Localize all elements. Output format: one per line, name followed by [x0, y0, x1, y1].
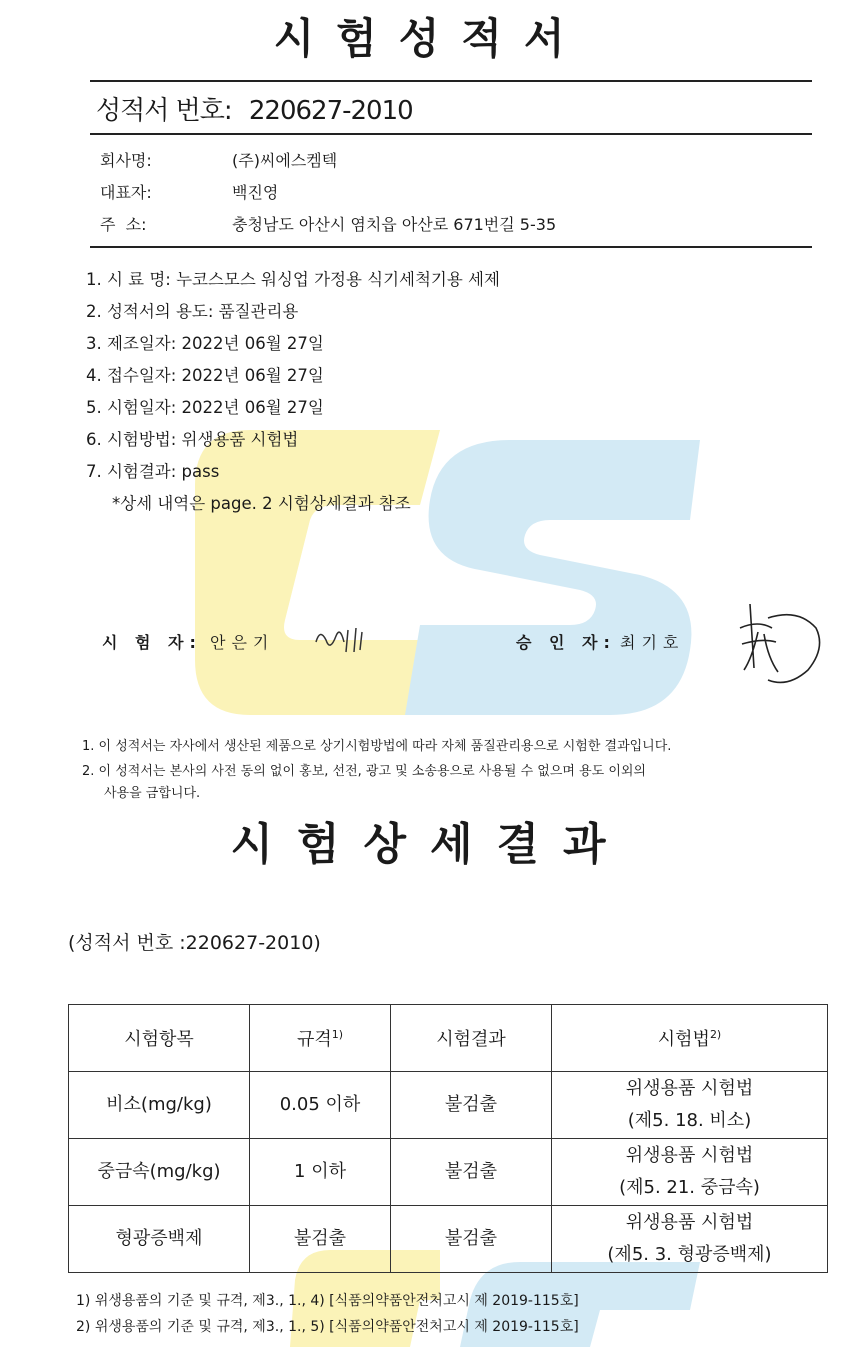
- cert-number-line: [96, 90, 413, 127]
- cell-item: 형광증백제: [69, 1206, 250, 1273]
- footnote: 1) 위생용품의 기준 및 규격, 제3., 1., 4) [식품의약품안전처고시 제 2019-115호]: [76, 1293, 579, 1309]
- note-line: 사용을 금합니다.: [104, 786, 201, 801]
- cell-method: 위생용품 시험법 (제5. 18. 비소): [552, 1072, 828, 1139]
- cell-result: 불검출: [391, 1206, 552, 1273]
- header-spec: 규격$^{1)}$: [250, 1005, 391, 1072]
- list-item: 2. 성적서의 용도: 품질관리용: [86, 302, 299, 321]
- header-result: 시험결과: [391, 1005, 552, 1072]
- header-method: 시험법$^{2)}$: [552, 1005, 828, 1072]
- cell-method: 위생용품 시험법 (제5. 3. 형광증백제): [552, 1206, 828, 1273]
- results-table: [68, 1004, 828, 1273]
- cell-item: 중금속(mg/kg): [69, 1139, 250, 1206]
- cell-item: 비소(mg/kg): [69, 1072, 250, 1139]
- note-line: 1. 이 성적서는 자사에서 생산된 제품으로 상기시험방법에 따라 자체 품질관리용으로 시험한 결과입니다.: [82, 739, 672, 754]
- company-name-label: 회사명:: [100, 151, 152, 170]
- table-row: [69, 1139, 828, 1206]
- company-name: (주)씨에스켐텍: [232, 151, 338, 170]
- cert-number-label: 성적서 번호:: [96, 96, 232, 126]
- footnote-ref-1: 1): [331, 1028, 344, 1041]
- tester-name: 안은기: [210, 633, 275, 652]
- list-item: 6. 시험방법: 위생용품 시험법: [86, 430, 299, 449]
- table-row: [69, 1206, 828, 1273]
- ceo-name: 백진영: [232, 183, 279, 202]
- list-item: 4. 접수일자: 2022년 06월 27일: [86, 366, 324, 385]
- detail-cert-number: (성적서 번호 :220627-2010): [68, 932, 321, 954]
- list-item: 7. 시험결과: pass: [86, 462, 220, 481]
- cell-result: 불검출: [391, 1072, 552, 1139]
- approver-signature: [728, 598, 828, 694]
- cell-method: 위생용품 시험법 (제5. 21. 중금속): [552, 1139, 828, 1206]
- cert-divider: [90, 133, 812, 135]
- info-divider: [90, 246, 812, 248]
- cert-number: 220627-2010: [248, 96, 413, 126]
- footnote: 2) 위생용품의 기준 및 규격, 제3., 1., 5) [식품의약품안전처고시 제 2019-115호]: [76, 1319, 579, 1335]
- ceo-label: 대표자:: [100, 183, 152, 202]
- table-row: [69, 1072, 828, 1139]
- cell-result: 불검출: [391, 1139, 552, 1206]
- top-divider: [90, 80, 812, 82]
- table-header-row: [69, 1005, 828, 1072]
- list-item: 1. 시 료 명: 누코스모스 워싱업 가정용 식기세척기용 세제: [86, 270, 500, 289]
- approver-label: 승 인 자:: [516, 633, 616, 652]
- cell-spec: 불검출: [250, 1206, 391, 1273]
- page-title: 시험성적서: [273, 14, 587, 63]
- list-item: 5. 시험일자: 2022년 06월 27일: [86, 398, 324, 417]
- detail-reference-note: *상세 내역은 page. 2 시험상세결과 참조: [112, 494, 411, 513]
- note-line: 2. 이 성적서는 본사의 사전 동의 없이 홍보, 선전, 광고 및 소송용으로 사용될 수 없으며 용도 이외의: [82, 764, 646, 779]
- tester-signature: [312, 622, 372, 658]
- detail-title: 시험상세결과: [230, 819, 630, 870]
- cell-spec: 0.05 이하: [250, 1072, 391, 1139]
- footnote-ref-2: 2): [709, 1028, 722, 1041]
- address: 충청남도 아산시 염치읍 아산로 671번길 5-35: [232, 215, 557, 234]
- approver-name: 최기호: [620, 633, 685, 652]
- address-label: 주 소:: [100, 215, 147, 234]
- header-test-item: 시험항목: [69, 1005, 250, 1072]
- cell-spec: 1 이하: [250, 1139, 391, 1206]
- tester-label: 시 험 자:: [102, 633, 202, 652]
- list-item: 3. 제조일자: 2022년 06월 27일: [86, 334, 324, 353]
